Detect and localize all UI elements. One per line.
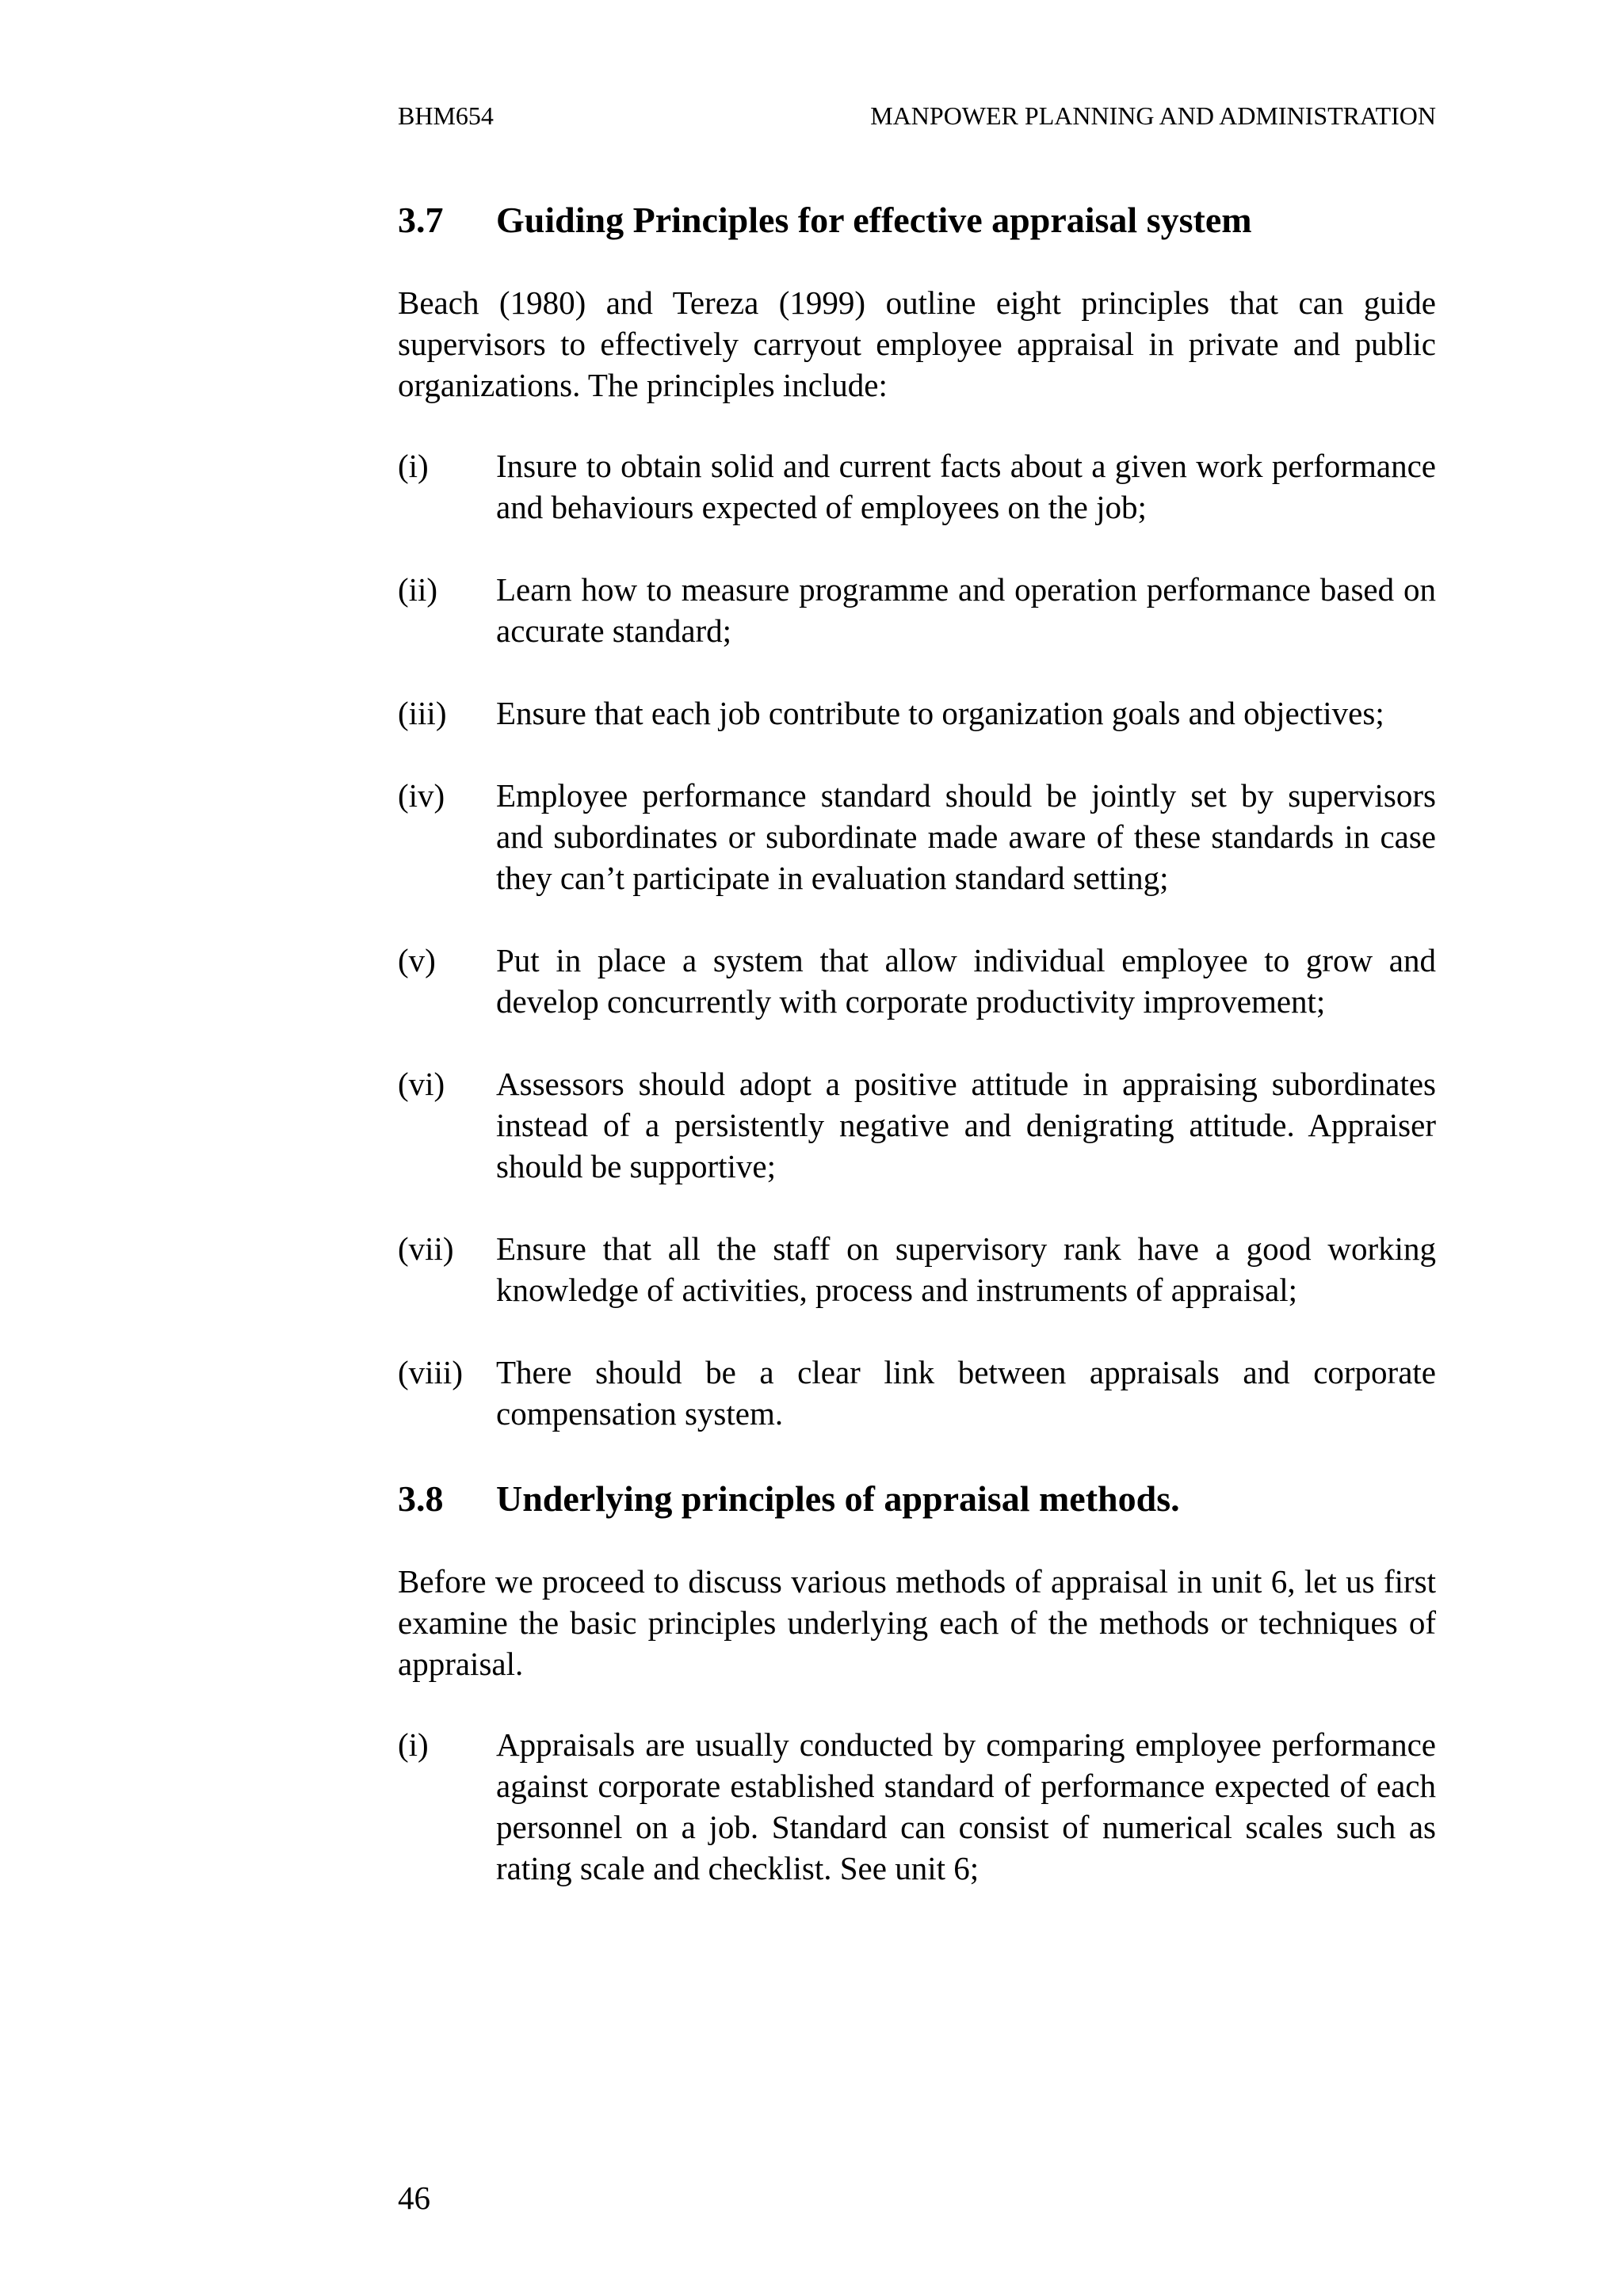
list-item-text: Ensure that each job contribute to organization goals and objectives;	[496, 695, 1384, 731]
principles-list	[398, 1724, 1436, 1889]
section-title: Guiding Principles for effective appraisal system	[496, 200, 1252, 240]
list-item-text: Employee performance standard should be jointly set by supervisors and subordinates or subordinate made aware of these standards in case they can’t participate in evaluation standard setting;	[496, 777, 1436, 896]
list-item	[398, 1352, 1436, 1434]
list-marker: (iv)	[398, 777, 445, 814]
list-item-text: Ensure that all the staff on supervisory rank have a good working knowledge of activities, process and instruments of appraisal;	[496, 1230, 1436, 1308]
page-number: 46	[398, 2180, 430, 2216]
list-item-text: Put in place a system that allow individual employee to grow and develop concurrently with corporate productivity improvement;	[496, 942, 1436, 1020]
section-title: Underlying principles of appraisal methods.	[496, 1478, 1180, 1519]
running-header	[398, 98, 1436, 133]
section-number: 3.7	[398, 200, 444, 240]
section-heading-3-8	[398, 1475, 1436, 1523]
list-item	[398, 940, 1436, 1022]
section-heading-3-7	[398, 196, 1436, 244]
list-item-text: Insure to obtain solid and current facts about a given work performance and behaviours expected of employees on the job;	[496, 448, 1436, 525]
list-marker: (i)	[398, 448, 429, 484]
list-item-text: Learn how to measure programme and operation performance based on accurate standard;	[496, 571, 1436, 649]
list-item	[398, 692, 1436, 734]
list-item-text: Assessors should adopt a positive attitude in appraising subordinates instead of a persistently negative and denigrating attitude. Appraiser should be supportive;	[496, 1066, 1436, 1184]
list-marker: (iii)	[398, 695, 447, 731]
list-item	[398, 1724, 1436, 1889]
list-item	[398, 445, 1436, 528]
principles-list	[398, 445, 1436, 1434]
list-marker: (vi)	[398, 1066, 445, 1102]
list-item	[398, 775, 1436, 898]
list-marker: (viii)	[398, 1354, 463, 1390]
page-content	[398, 196, 1436, 1889]
list-marker: (vii)	[398, 1230, 454, 1267]
section-number: 3.8	[398, 1478, 444, 1519]
list-item	[398, 569, 1436, 651]
section-intro-paragraph: Beach (1980) and Tereza (1999) outline eight principles that can guide supervisors to effectively carryout employee appraisal in private and public organizations. The principles include:	[398, 284, 1436, 403]
list-marker: (ii)	[398, 571, 438, 608]
list-item	[398, 1063, 1436, 1187]
list-item	[398, 1228, 1436, 1310]
course-title: MANPOWER PLANNING AND ADMINISTRATION	[870, 101, 1436, 130]
section-intro-paragraph: Before we proceed to discuss various methods of appraisal in unit 6, let us first examine the basic principles underlying each of the methods or techniques of appraisal.	[398, 1563, 1436, 1682]
list-marker: (i)	[398, 1726, 429, 1763]
list-item-text: Appraisals are usually conducted by comparing employee performance against corporate established standard of performance expected of each personnel on a job. Standard can consist of numerical scales such as rating scale and checklist. See unit 6;	[496, 1726, 1436, 1886]
course-code: BHM654	[398, 101, 494, 130]
list-marker: (v)	[398, 942, 436, 978]
list-item-text: There should be a clear link between appraisals and corporate compensation system.	[496, 1354, 1436, 1432]
